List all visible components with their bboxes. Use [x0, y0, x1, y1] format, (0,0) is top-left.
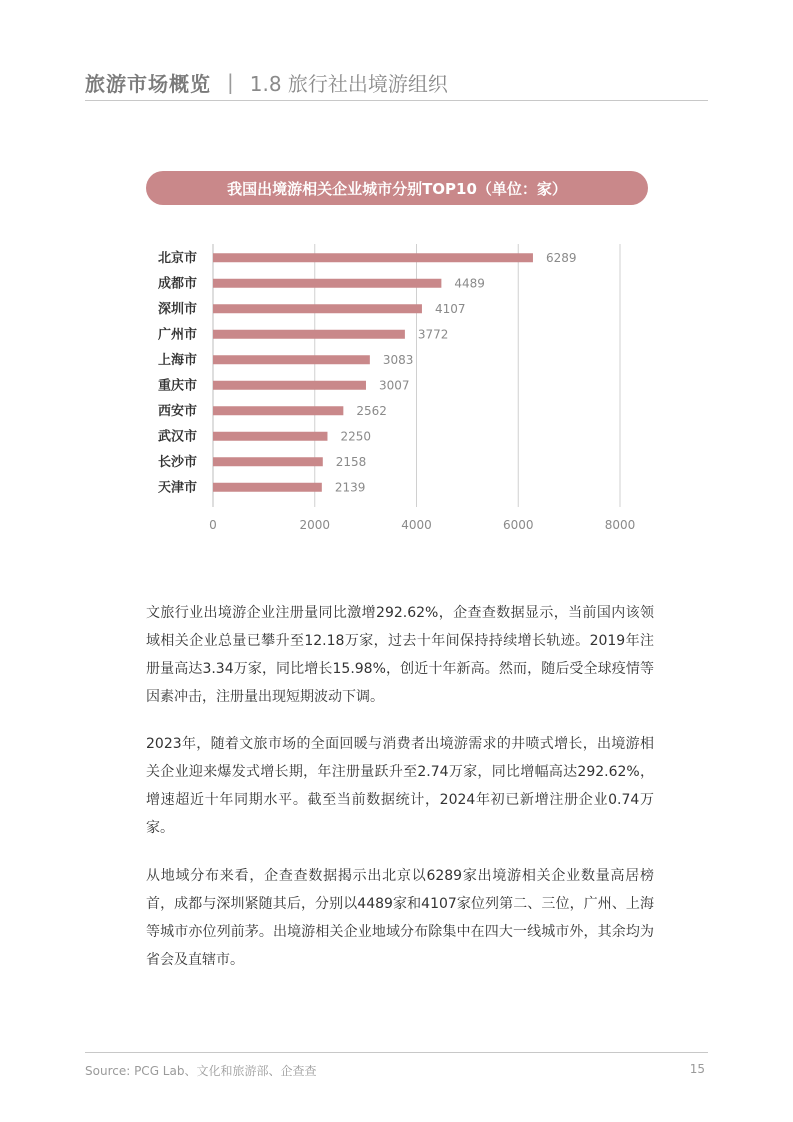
bar-1: [213, 279, 441, 288]
category-label-9: 天津市: [157, 480, 197, 496]
category-label-8: 长沙市: [157, 454, 197, 470]
footer-divider: [85, 1052, 708, 1053]
bar-5: [213, 381, 366, 390]
value-label-5: 3007: [378, 378, 410, 393]
category-label-1: 成都市: [157, 276, 197, 292]
value-label-7: 2250: [340, 429, 372, 444]
x-tick-label-0: 0: [209, 518, 217, 532]
bar-6: [213, 406, 343, 415]
category-label-7: 武汉市: [157, 429, 197, 445]
x-tick-label-4: 8000: [604, 518, 636, 532]
category-label-4: 上海市: [157, 352, 197, 368]
value-label-3: 3772: [417, 327, 449, 342]
paragraph-2: 2023年，随着文旅市场的全面回暖与消费者出境游需求的井喷式增长，出境游相关企业迎来爆发式增长期，年注册量跃升至2.74万家，同比增幅高达292.62%，增速超近十年同期水平。截至当前数据统计，2024年初已新增注册企业0.74万家。: [146, 736, 654, 836]
value-label-9: 2139: [334, 480, 366, 495]
subsection-title: 1.8 旅行社出境游组织: [249, 71, 448, 96]
footer-source: Source: PCG Lab、文化和旅游部、企查查: [85, 1064, 317, 1078]
category-label-3: 广州市: [157, 327, 197, 343]
value-label-6: 2562: [356, 403, 387, 418]
x-tick-label-1: 2000: [299, 518, 331, 532]
paragraph-1: 文旅行业出境游企业注册量同比激增292.62%，企查查数据显示，当前国内该领域相关企业总量已攀升至12.18万家，过去十年间保持持续增长轨迹。2019年注册量高达3.34万家，同比增长15.98%，创近十年新高。然而，随后受全球疫情等因素冲击，注册量出现短期波动下调。: [146, 605, 654, 705]
bar-chart: [140, 238, 660, 538]
page-number: 15: [689, 1062, 705, 1076]
bar-0: [213, 253, 533, 262]
paragraph-3: 从地域分布来看，企查查数据揭示出北京以6289家出境游相关企业数量高居榜首，成都与深圳紧随其后，分别以4489家和4107家位列第二、三位，广州、上海等城市亦位列前茅。出境游相关企业地域分布除集中在四大一线城市外，其余均为省会及直辖市。: [146, 868, 654, 968]
section-title: 旅游市场概览: [85, 71, 211, 96]
chart-title: 我国出境游相关企业城市分别TOP10（单位：家）: [146, 171, 648, 205]
value-label-1: 4489: [454, 276, 485, 291]
category-label-6: 西安市: [157, 403, 197, 419]
bar-8: [213, 457, 323, 466]
x-tick-label-2: 4000: [401, 518, 432, 532]
header-separator: |: [227, 70, 234, 94]
value-label-8: 2158: [335, 454, 367, 469]
value-label-2: 4107: [434, 301, 466, 316]
category-label-5: 重庆市: [157, 378, 197, 394]
bar-9: [213, 483, 322, 492]
value-label-4: 3083: [382, 352, 414, 367]
bar-7: [213, 432, 327, 441]
category-label-0: 北京市: [157, 250, 197, 266]
x-tick-label-3: 6000: [502, 518, 534, 532]
page-header: [85, 64, 708, 101]
value-label-0: 6289: [545, 250, 577, 265]
bar-4: [213, 355, 370, 364]
bar-2: [213, 304, 422, 313]
category-label-2: 深圳市: [157, 301, 197, 317]
bar-3: [213, 330, 405, 339]
